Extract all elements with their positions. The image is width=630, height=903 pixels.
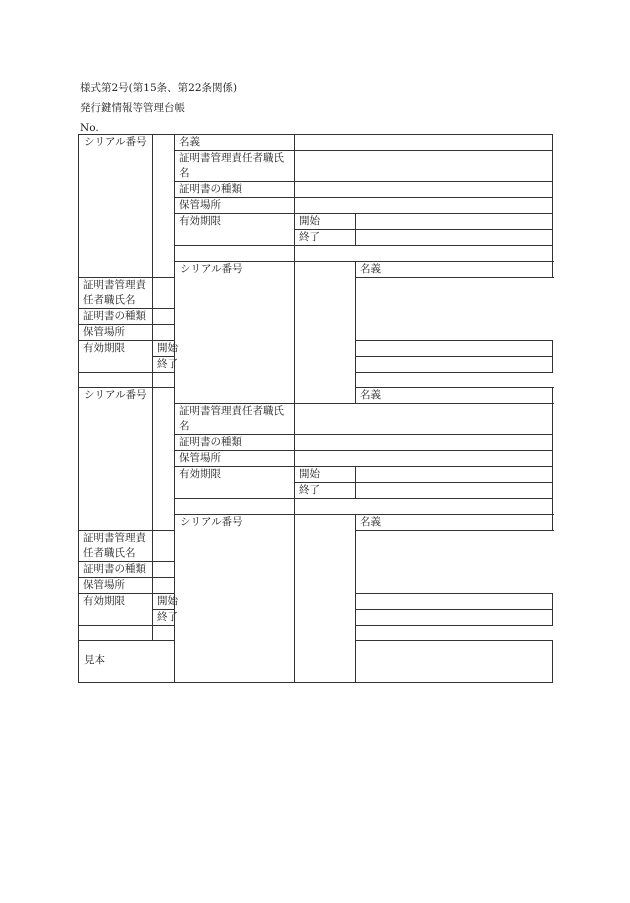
storage-label: 保管場所: [175, 198, 295, 214]
start-value-cell[interactable]: [356, 340, 553, 356]
cert-type-value-cell[interactable]: [153, 561, 295, 577]
start-label: 開始: [153, 340, 175, 356]
extra-value-cell[interactable]: [153, 372, 295, 388]
extra-label-cell[interactable]: [79, 625, 153, 641]
end-value-cell[interactable]: [356, 483, 553, 499]
validity-label: 有効期限: [79, 593, 153, 625]
specimen-stamp: 見本: [79, 641, 553, 683]
start-value-cell[interactable]: [356, 593, 553, 609]
end-label: 終了: [153, 356, 175, 372]
serial-number-value-cell[interactable]: [295, 261, 356, 404]
start-label: 開始: [295, 467, 356, 483]
form-title: 様式第2号(第15条、第22条関係): [80, 82, 238, 94]
end-value-cell[interactable]: [356, 609, 553, 625]
serial-number-value-cell[interactable]: [153, 135, 175, 278]
extra-label-cell[interactable]: [175, 246, 295, 262]
storage-label: 保管場所: [175, 451, 295, 467]
validity-label: 有効期限: [175, 214, 295, 246]
start-value-cell[interactable]: [356, 467, 553, 483]
end-label: 終了: [295, 483, 356, 499]
ledger-title: 発行鍵情報等管理台帳: [80, 102, 185, 114]
serial-number-label: シリアル番号: [79, 135, 153, 278]
name-label: 名義: [175, 135, 295, 151]
end-label: 終了: [153, 609, 175, 625]
extra-value-cell[interactable]: [295, 499, 553, 515]
name-value-cell[interactable]: [295, 135, 553, 151]
cert-type-value-cell[interactable]: [153, 308, 295, 324]
manager-label: 証明書管理責任者職氏名: [175, 404, 295, 435]
name-label: 名義: [356, 514, 553, 530]
serial-number-label: シリアル番号: [175, 261, 295, 404]
key-ledger-table: [78, 134, 553, 683]
extra-value-cell[interactable]: [153, 625, 295, 641]
start-label: 開始: [153, 593, 175, 609]
storage-value-cell[interactable]: [295, 198, 553, 214]
manager-label: 証明書管理責任者職氏名: [79, 530, 153, 561]
stamp-row: [79, 641, 553, 683]
manager-value-cell[interactable]: [295, 404, 553, 435]
end-value-cell[interactable]: [356, 230, 553, 246]
manager-value-cell[interactable]: [153, 277, 295, 308]
manager-label: 証明書管理責任者職氏名: [79, 277, 153, 308]
start-label: 開始: [295, 214, 356, 230]
extra-value-cell[interactable]: [295, 246, 553, 262]
validity-label: 有効期限: [79, 340, 153, 372]
serial-number-label: シリアル番号: [79, 388, 153, 531]
storage-value-cell[interactable]: [153, 324, 295, 340]
validity-label: 有効期限: [175, 467, 295, 499]
cert-type-label: 証明書の種類: [79, 561, 153, 577]
storage-value-cell[interactable]: [295, 451, 553, 467]
manager-value-cell[interactable]: [295, 151, 553, 182]
storage-label: 保管場所: [79, 577, 153, 593]
name-label: 名義: [356, 388, 553, 404]
serial-number-value-cell[interactable]: [153, 388, 175, 531]
cert-type-value-cell[interactable]: [295, 435, 553, 451]
end-value-cell[interactable]: [356, 356, 553, 372]
cert-type-label: 証明書の種類: [175, 435, 295, 451]
extra-label-cell[interactable]: [79, 372, 153, 388]
start-value-cell[interactable]: [356, 214, 553, 230]
storage-label: 保管場所: [79, 324, 153, 340]
cert-type-label: 証明書の種類: [175, 182, 295, 198]
end-label: 終了: [295, 230, 356, 246]
key-ledger-body: [79, 135, 553, 683]
extra-label-cell[interactable]: [175, 499, 295, 515]
storage-value-cell[interactable]: [153, 577, 295, 593]
name-label: 名義: [356, 261, 553, 277]
record-row-name: [79, 135, 553, 151]
serial-number-label: シリアル番号: [175, 514, 295, 683]
cert-type-value-cell[interactable]: [295, 182, 553, 198]
cert-type-label: 証明書の種類: [79, 308, 153, 324]
manager-label: 証明書管理責任者職氏名: [175, 151, 295, 182]
number-label: No.: [80, 122, 99, 134]
manager-value-cell[interactable]: [153, 530, 295, 561]
